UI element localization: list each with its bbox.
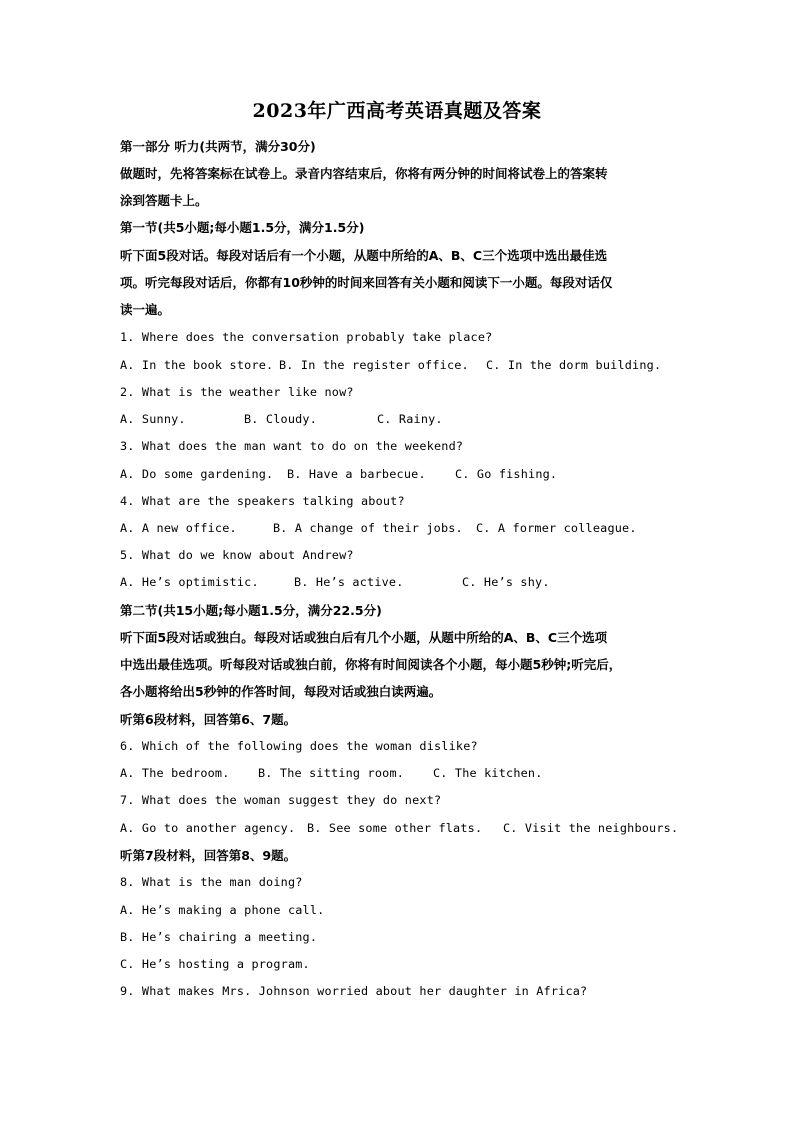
question-5-stem: 5. What do we know about Andrew?	[120, 548, 354, 562]
section1-instructions-line2: 项。听完每段对话后，你都有10秒钟的时间来回答有关小题和阅读下一小题。每段对话仅	[120, 275, 613, 290]
option-c: C. The kitchen.	[433, 766, 543, 780]
option-a: A. Do some gardening.	[120, 467, 274, 481]
section1-instructions-line1: 听下面5段对话。每段对话后有一个小题，从题中所给的A、B、C三个选项中选出最佳选	[120, 248, 608, 263]
option-c: C. In the dorm building.	[486, 358, 662, 372]
part1-heading: 第一部分 听力(共两节，满分30分)	[120, 139, 316, 154]
section2-instructions-line2: 中选出最佳选项。听每段对话或独白前，你将有时间阅读各个小题，每小题5秒钟;听完后，	[120, 657, 622, 672]
question-6-options	[120, 765, 680, 782]
question-8-option-a: A. He’s making a phone call.	[120, 903, 325, 917]
question-2-stem: 2. What is the weather like now?	[120, 385, 354, 399]
question-2-options	[120, 411, 680, 428]
option-a: A. In the book store.	[120, 358, 274, 372]
question-1-stem: 1. Where does the conversation probably take place?	[120, 330, 493, 344]
material-6-heading: 听第6段材料，回答第6、7题。	[120, 712, 297, 727]
option-b: B. He’s active.	[294, 575, 404, 589]
option-c: C. Visit the neighbours.	[503, 821, 679, 835]
option-a: A. He’s optimistic.	[120, 575, 259, 589]
question-8-option-c: C. He’s hosting a program.	[120, 957, 310, 971]
option-c: C. A former colleague.	[476, 521, 637, 535]
section2-heading: 第二节(共15小题;每小题1.5分，满分22.5分)	[120, 603, 382, 618]
option-b: B. The sitting room.	[258, 766, 405, 780]
question-4-options	[120, 520, 680, 537]
question-8-option-b: B. He’s chairing a meeting.	[120, 930, 318, 944]
question-3-options	[120, 466, 680, 483]
question-5-options	[120, 574, 680, 591]
question-7-options	[120, 820, 680, 837]
question-4-stem: 4. What are the speakers talking about?	[120, 494, 405, 508]
question-3-stem: 3. What does the man want to do on the weekend?	[120, 439, 464, 453]
material-7-heading: 听第7段材料，回答第8、9题。	[120, 848, 297, 863]
option-a: A. The bedroom.	[120, 766, 230, 780]
question-7-stem: 7. What does the woman suggest they do next?	[120, 793, 442, 807]
option-b: B. In the register office.	[279, 358, 469, 372]
option-b: B. A change of their jobs.	[273, 521, 463, 535]
section1-heading: 第一节(共5小题;每小题1.5分，满分1.5分)	[120, 220, 365, 235]
section1-instructions-line3: 读一遍。	[120, 302, 171, 317]
question-8-stem: 8. What is the man doing?	[120, 875, 303, 889]
option-c: C. Rainy.	[377, 412, 443, 426]
option-a: A. Sunny.	[120, 412, 186, 426]
option-c: C. Go fishing.	[455, 467, 558, 481]
option-a: A. Go to another agency.	[120, 821, 296, 835]
question-1-options	[120, 357, 680, 374]
intro-text-line1: 做题时，先将答案标在试卷上。录音内容结束后，你将有两分钟的时间将试卷上的答案转	[120, 166, 608, 181]
question-9-stem: 9. What makes Mrs. Johnson worried about her daughter in Africa?	[120, 984, 588, 998]
option-b: B. Cloudy.	[244, 412, 318, 426]
option-b: B. Have a barbecue.	[287, 467, 426, 481]
section2-instructions-line1: 听下面5段对话或独白。每段对话或独白后有几个小题，从题中所给的A、B、C三个选项	[120, 630, 608, 645]
intro-text-line2: 涂到答题卡上。	[120, 193, 208, 208]
question-6-stem: 6. Which of the following does the woman dislike?	[120, 739, 478, 753]
section2-instructions-line3: 各小题将给出5秒钟的作答时间，每段对话或独白读两遍。	[120, 684, 442, 699]
option-c: C. He’s shy.	[462, 575, 550, 589]
option-a: A. A new office.	[120, 521, 237, 535]
page-title: 2023年广西高考英语真题及答案	[252, 100, 542, 122]
option-b: B. See some other flats.	[307, 821, 483, 835]
